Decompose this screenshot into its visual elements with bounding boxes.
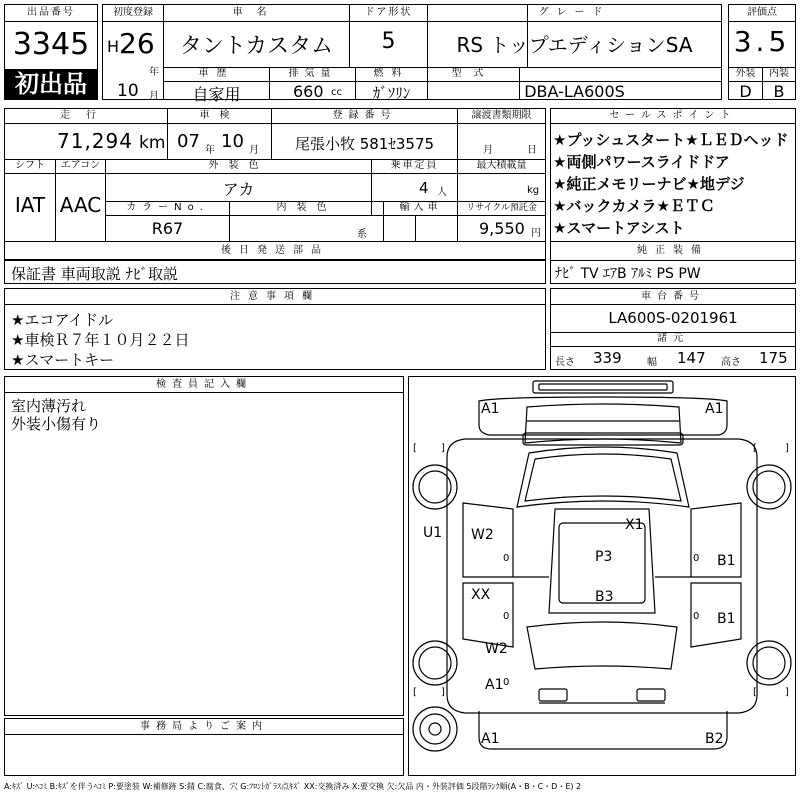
door-label: ドア形状: [364, 7, 413, 18]
exterior-grade: D: [739, 82, 752, 101]
recycle-fee-unit: 円: [531, 228, 541, 239]
mark-a1-rear: A1: [485, 677, 504, 693]
displacement-label: 排気量: [288, 68, 337, 79]
interior-color-unit: 系: [357, 229, 367, 240]
body-color: アカ: [222, 180, 255, 199]
mark-a1-front-right: A1: [705, 401, 724, 417]
inspection-year-unit: 年: [205, 145, 215, 156]
mark-x1: X1: [625, 517, 644, 533]
zero-mark: 0: [503, 677, 510, 688]
inspector-label: 検査員記入欄: [156, 379, 252, 390]
mileage-unit: km: [139, 133, 166, 153]
sales-point-4: ★バックカメラ★ＥＴＣ: [553, 197, 715, 215]
sales-point-3: ★純正メモリーナビ★地デジ: [553, 175, 745, 193]
mark-p3: P3: [595, 549, 613, 565]
fuel: ｶﾞｿﾘﾝ: [372, 84, 411, 102]
note-3: ★スマートキー: [11, 351, 115, 369]
bracket-mark: [: [753, 687, 757, 698]
bracket-mark: [: [413, 443, 417, 454]
equipment: ﾅﾋﾞ TV ｴｱB ｱﾙﾐ PS PW: [555, 266, 701, 282]
max-load-unit: kg: [527, 185, 540, 196]
model-label: 型式: [451, 68, 496, 79]
sales-point-1: ★プッシュスタート★ＬＥＤヘッド: [553, 131, 789, 149]
mark-b2: B2: [705, 731, 724, 747]
grade: RS トップエディションSA: [456, 33, 693, 57]
inspector-note-2: 外装小傷有り: [11, 415, 102, 433]
bracket-mark: ]: [785, 687, 789, 698]
chassis-label: 車台番号: [641, 291, 705, 302]
inspection-label: 車検: [199, 110, 240, 121]
vehicle-detail-table: [4, 108, 546, 260]
capacity: 4: [419, 179, 429, 197]
notes-label: 注意事項欄: [230, 291, 320, 302]
sales-points-box: [550, 108, 796, 284]
zero-mark: 0: [693, 611, 700, 622]
height: 175: [759, 349, 788, 367]
score-label: 評価点: [747, 7, 777, 18]
width: 147: [677, 349, 706, 367]
reg-era: H: [107, 37, 120, 56]
car-name: タントカスタム: [179, 34, 334, 59]
door-count: 5: [381, 29, 396, 54]
mark-u1: U1: [423, 525, 443, 541]
later-parts-box: [4, 260, 546, 284]
inspection-month: 10: [221, 131, 244, 152]
color-number: R67: [151, 219, 184, 238]
notes-box: [4, 288, 546, 370]
bracket-mark: [: [753, 443, 757, 454]
mark-b1-upper: B1: [717, 553, 736, 569]
equipment-label: 純正装備: [637, 245, 709, 256]
bracket-mark: ]: [441, 443, 445, 454]
shift-label: シフト: [15, 160, 45, 171]
office-box: [4, 718, 404, 776]
mark-w2-upper: W2: [471, 527, 494, 543]
height-label: 高さ: [721, 357, 741, 368]
length: 339: [593, 349, 622, 367]
reg-year: 26: [119, 27, 155, 60]
body-color-label: 外装色: [208, 160, 269, 171]
note-1: ★エコアイドル: [11, 311, 114, 329]
mark-a1-bumper: A1: [481, 731, 500, 747]
recycle-fee: 9,550: [479, 219, 525, 238]
car-outline-diagram: [409, 377, 795, 775]
exterior-label: 外装: [735, 68, 756, 79]
damage-diagram: [408, 376, 796, 776]
first-listing-badge: 初出品: [5, 69, 97, 99]
mark-a1-front-left: A1: [481, 401, 500, 417]
bracket-mark: ]: [441, 687, 445, 698]
reg-month: 10: [117, 81, 139, 101]
zero-mark: 0: [503, 553, 510, 564]
later-parts: 保証書 車両取説 ﾅﾋﾞ取説: [11, 265, 179, 283]
max-load-label: 最大積載量: [476, 160, 527, 171]
transfer-month-unit: 月: [483, 145, 493, 156]
mark-xx: XX: [471, 587, 491, 603]
transfer-day-unit: 日: [527, 145, 537, 156]
ac-label: エアコン: [60, 160, 101, 171]
inspector-note-1: 室内薄汚れ: [11, 397, 87, 415]
plate-label: 登録番号: [332, 110, 397, 121]
interior-color-label: 内装色: [276, 202, 337, 213]
office-label: 事務局よりご案内: [140, 721, 268, 732]
sales-point-5: ★スマートアシスト: [553, 219, 685, 237]
color-no-label: カラーNo.: [126, 202, 209, 213]
bracket-mark: ]: [785, 443, 789, 454]
sales-point-2: ★両側パワースライドドア: [553, 153, 730, 171]
displacement-unit: cc: [331, 87, 342, 98]
inspector-box: [4, 376, 404, 716]
inspection-month-unit: 月: [249, 145, 259, 156]
mileage: 71,294: [57, 129, 133, 153]
length-label: 長さ: [555, 357, 575, 368]
plate-number: 尾張小牧 581ｾ3575: [294, 135, 435, 153]
displacement: 660: [293, 82, 324, 101]
interior-grade: B: [773, 82, 785, 101]
lot-number-label: 出品番号: [27, 7, 75, 18]
mark-b1-lower: B1: [717, 611, 736, 627]
first-reg-label: 初度登録: [113, 7, 153, 18]
import-label: 輸入車: [399, 202, 442, 213]
chassis-box: [550, 288, 796, 370]
reg-year-unit: 年: [149, 67, 159, 78]
note-2: ★車検Ｒ７年１０月２２日: [11, 331, 190, 349]
shift: IAT: [14, 193, 46, 217]
legend: A:ｷｽﾞ U:ﾍｺﾐ B:ｷｽﾞを伴うﾍｺﾐ P:要塗装 W:補修跡 S:錆 C:腐食、穴 G:ﾌﾛﾝﾄｶﾞﾗｽ点ｷｽﾞ XX:交換済み X:要交換 欠:欠品 内・外装評価 5段階ﾗﾝｸ順(A・B・C・D・E) 2: [4, 782, 582, 791]
score: 3.5: [733, 25, 791, 58]
history-label: 車歴: [198, 68, 235, 79]
sales-points-label: セールスポイント: [609, 110, 737, 121]
mark-b3: B3: [595, 589, 614, 605]
lot-number: 3345: [12, 27, 90, 62]
car-name-label: 車名: [232, 7, 281, 18]
later-parts-label: 後日発送部品: [221, 245, 329, 256]
transfer-deadline-label: 譲渡書類期限: [471, 110, 532, 121]
model-code: DBA-LA600S: [524, 82, 625, 101]
grade-label: グレード: [538, 7, 611, 18]
fuel-label: 燃料: [373, 68, 410, 79]
history: 自家用: [192, 85, 241, 104]
chassis-number: LA600S-0201961: [608, 309, 738, 327]
mark-w2-lower: W2: [485, 641, 508, 657]
inspection-year: 07: [177, 131, 200, 152]
capacity-label: 乗車定員: [390, 160, 439, 171]
zero-mark: 0: [693, 553, 700, 564]
mileage-label: 走行: [60, 110, 112, 121]
score-box: [728, 4, 796, 100]
zero-mark: 0: [503, 611, 510, 622]
capacity-unit: 人: [437, 187, 447, 198]
specs-label: 諸元: [657, 333, 689, 344]
interior-label: 内装: [769, 68, 789, 79]
lot-number-box: [4, 4, 98, 100]
bracket-mark: [: [413, 687, 417, 698]
vehicle-header-table: [102, 4, 722, 104]
recycle-label: リサイクル預託金: [466, 203, 537, 213]
width-label: 幅: [647, 357, 657, 368]
air-conditioner: AAC: [59, 193, 102, 217]
reg-month-unit: 月: [149, 91, 159, 102]
